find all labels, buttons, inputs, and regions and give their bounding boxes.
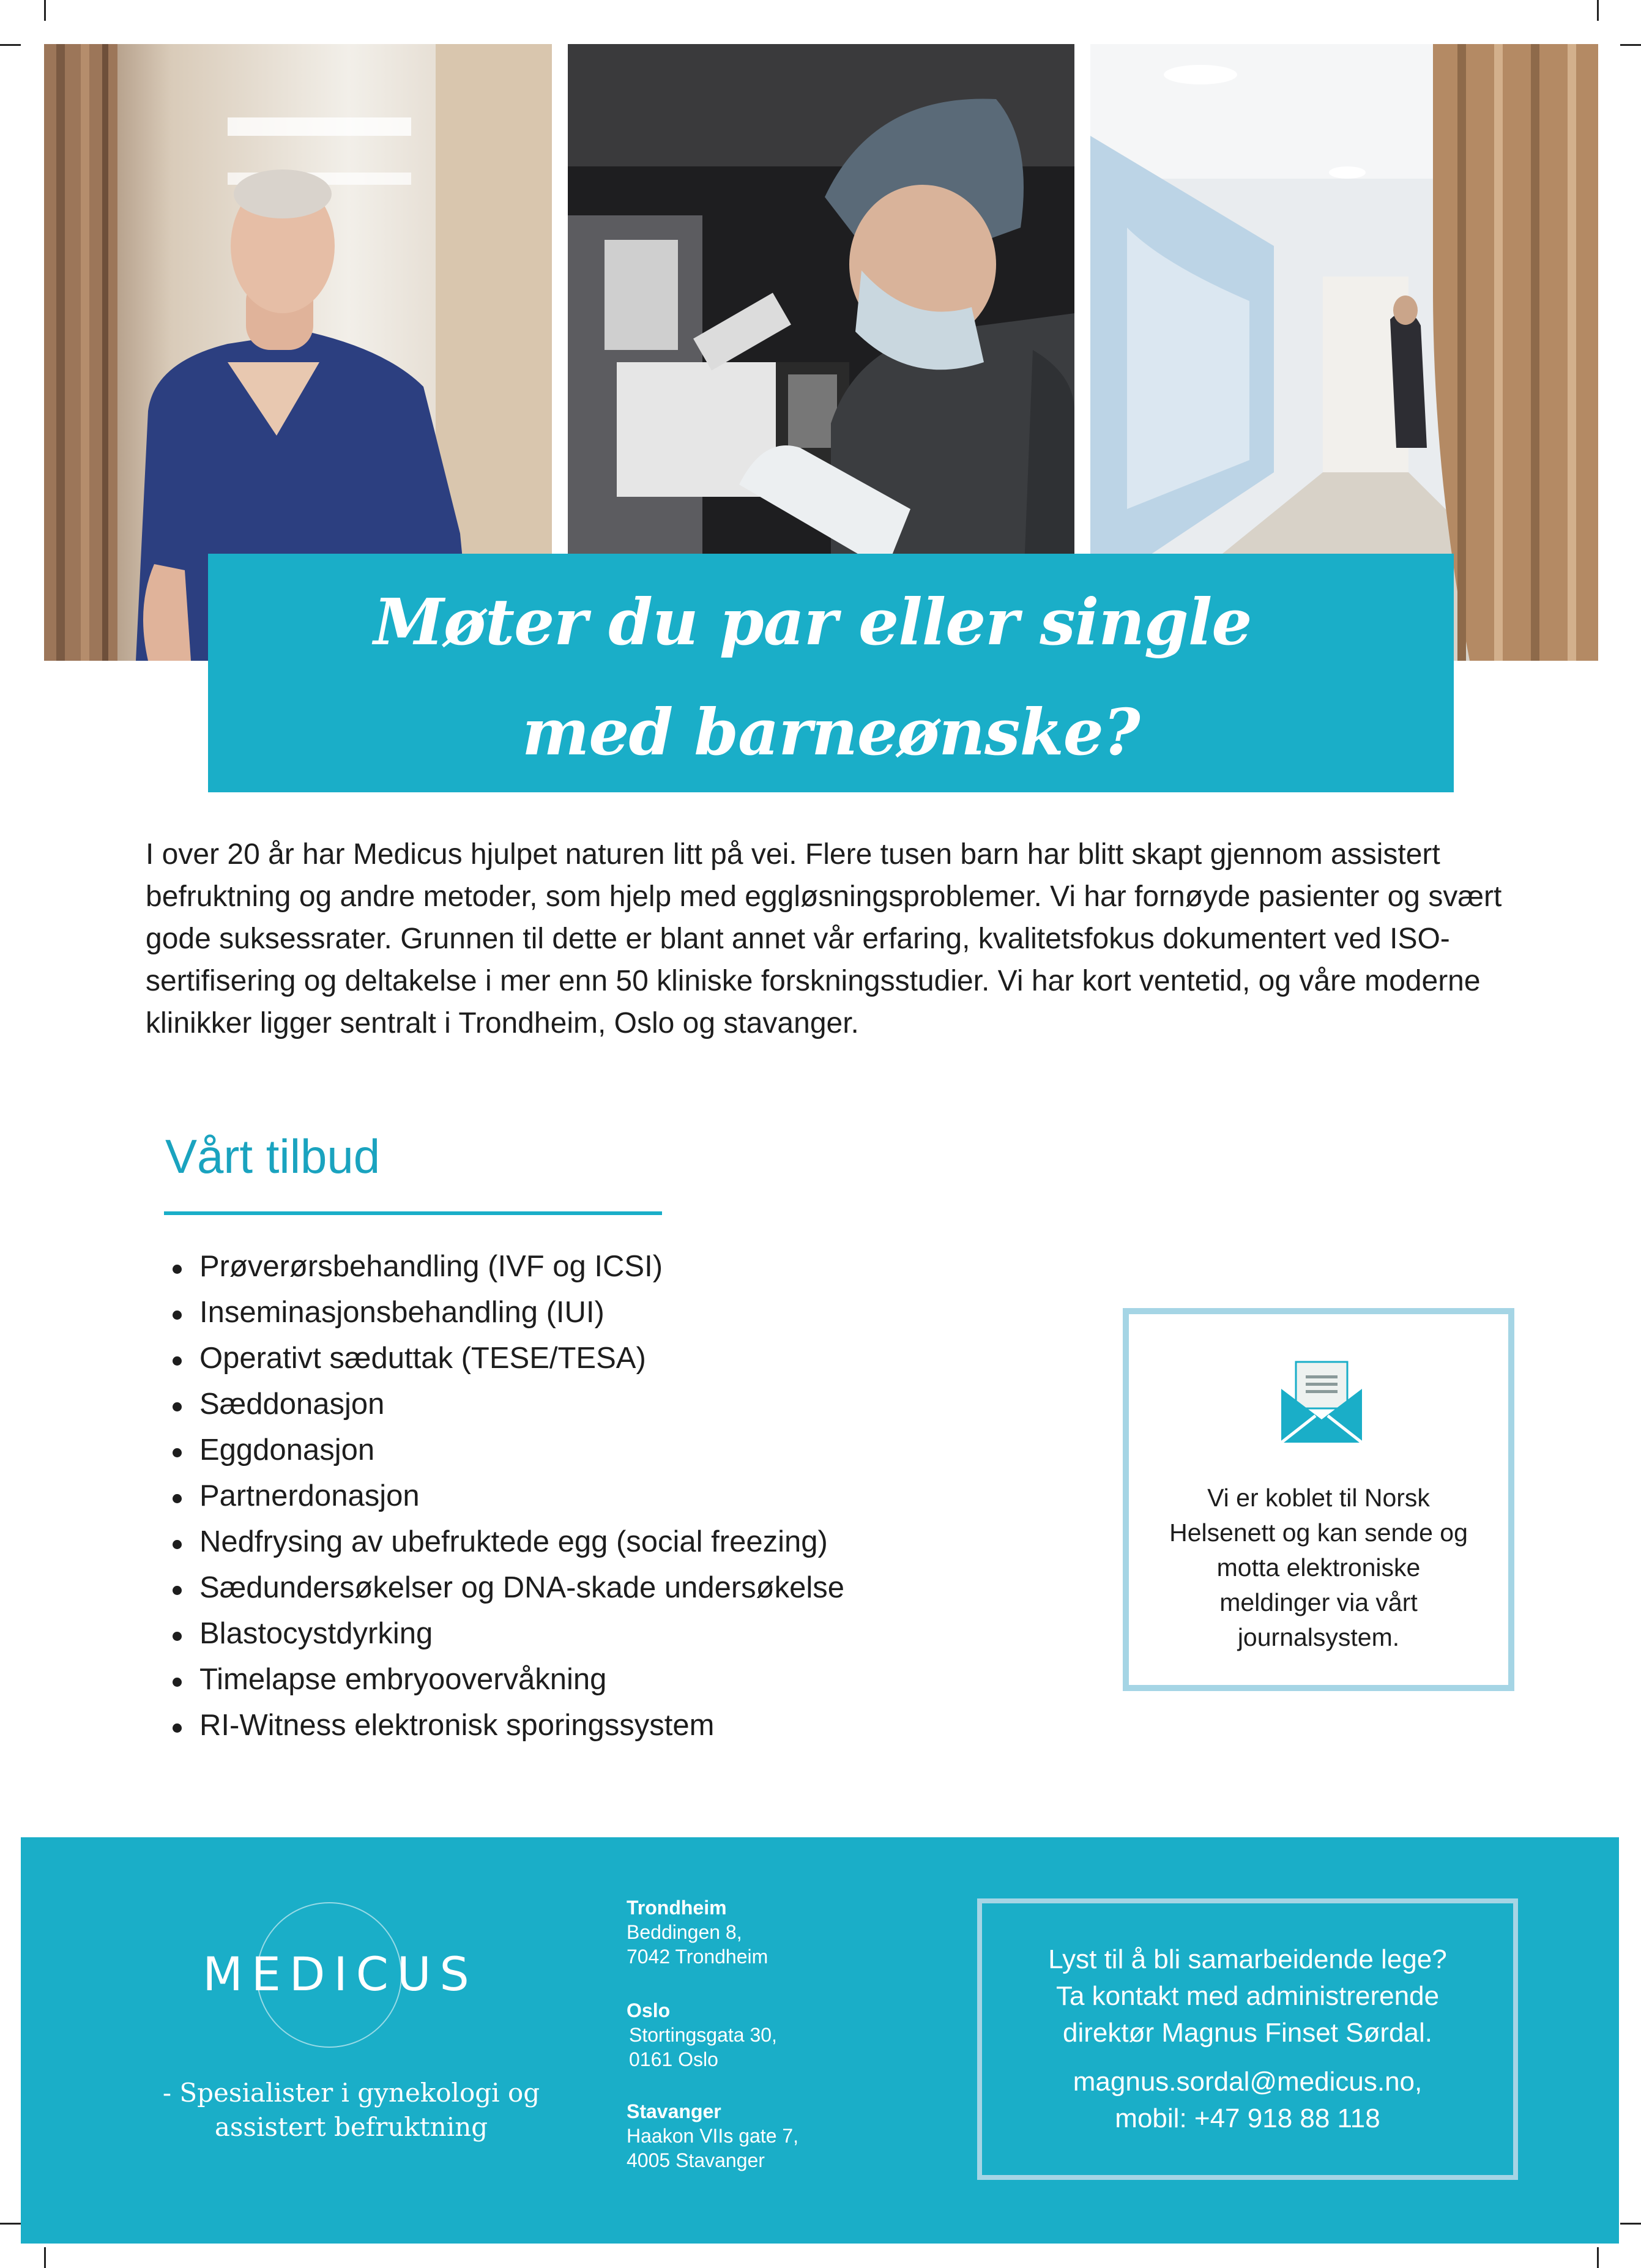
footer [21,1837,1619,2244]
info-text-line: motta elektroniske [1216,1553,1421,1582]
address-postal: 0161 Oslo [629,2048,718,2070]
offer-title: Vårt tilbud [165,1129,381,1183]
address-street: Stortingsgata 30, [629,2024,777,2046]
headline-banner [208,554,1454,792]
list-item: Blastocystdyrking [169,1611,844,1657]
crop-mark [44,0,46,21]
crop-mark [1620,2223,1641,2225]
address-city: Trondheim [627,1897,727,1919]
address-postal: 4005 Stavanger [627,2149,765,2171]
address-street: Haakon VIIs gate 7, [627,2125,799,2147]
tagline [143,2076,559,2144]
list-item: Sæddonasjon [169,1381,844,1427]
headline-line-2: med barneønske? [522,694,1140,770]
address-street: Beddingen 8, [627,1921,742,1943]
envelope-icon [1279,1358,1364,1444]
crop-mark [0,44,21,46]
address-postal: 7042 Trondheim [627,1946,768,1968]
contact-line: Lyst til å bli samarbeidende lege? [1048,1944,1447,1974]
crop-mark [1597,0,1599,21]
contact-box [977,1898,1518,2180]
tagline-line: - Spesialister i gynekologi og [162,2078,540,2108]
medicus-logo [169,1902,512,2048]
info-text-line: journalsystem. [1237,1623,1400,1651]
list-item: Partnerdonasjon [169,1473,844,1519]
headline-line-1: Møter du par eller single [373,584,1252,660]
helsenett-info-box [1123,1308,1514,1691]
crop-mark [1620,44,1641,46]
contact-email[interactable]: magnus.sordal@medicus.no, [1073,2067,1423,2097]
info-text-line: Helsenett og kan sende og [1169,1519,1468,1547]
list-item: Nedfrysing av ubefruktede egg (social freezing) [169,1519,844,1565]
contact-line: Ta kontakt med administrerende [1055,1981,1440,2011]
address-oslo [627,1998,777,2072]
list-item: Eggdonasjon [169,1427,844,1473]
offer-title-underline [164,1211,662,1215]
list-item: Operativt sæduttak (TESE/TESA) [169,1336,844,1381]
contact-line: direktør Magnus Finset Sørdal. [1063,2018,1432,2048]
list-item: RI-Witness elektronisk sporingssystem [169,1703,844,1749]
crop-mark [1597,2247,1599,2268]
logo-text: MEDICUS [203,1947,478,2001]
info-text-line: Vi er koblet til Norsk [1207,1484,1430,1512]
list-item: Sædundersøkelser og DNA-skade undersøkelse [169,1565,844,1611]
contact-phone[interactable]: mobil: +47 918 88 118 [1115,2103,1380,2133]
list-item: Timelapse embryoovervåkning [169,1657,844,1703]
tagline-line: assistert befruktning [214,2112,488,2142]
address-trondheim [627,1895,768,1969]
crop-mark [0,2223,21,2225]
crop-mark [44,2247,46,2268]
address-city: Oslo [627,1999,671,2021]
offer-list [169,1244,844,1749]
list-item: Prøverørsbehandling (IVF og ICSI) [169,1244,844,1290]
address-stavanger [627,2099,798,2173]
list-item: Inseminasjonsbehandling (IUI) [169,1290,844,1336]
info-text-line: meldinger via vårt [1219,1588,1418,1616]
address-city: Stavanger [627,2100,721,2122]
intro-paragraph: I over 20 år har Medicus hjulpet naturen litt på vei. Flere tusen barn har blitt skapt gjennom assistert befruktning og andre metoder, som hjelp med eggløsningsproblemer. Vi har fornøyde pasienter og svært gode suksessrater. Grunnen til dette er blant annet vår erfaring, kvalitetsfokus dokumentert ved ISO-sertifisering og deltakelse i mer enn 50 kliniske forskningsstudier. Vi har kort ventetid, og våre moderne klinikker ligger sentralt i Trondheim, Oslo og stavanger. [146,838,1502,1039]
